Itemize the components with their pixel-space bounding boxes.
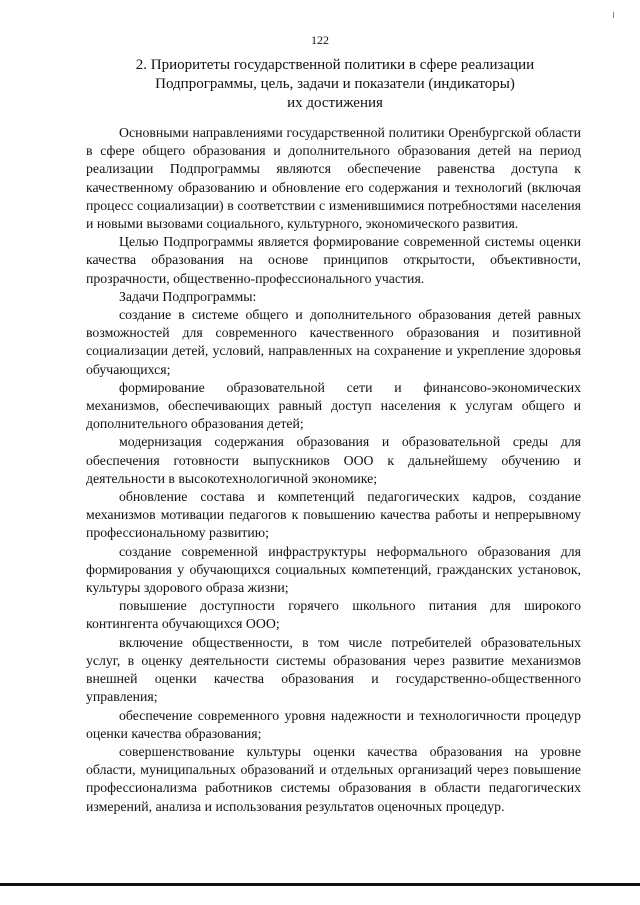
paragraph-directions: Основными направлениями государственной политики Оренбургской области в сфере общего образования и дополнительного образования детей на период реализации Подпрограммы являются обеспечение равенства доступа к качественному образованию и обновление его содержания и технологий (включая процесс социализации) в соответствии с изменившимися потребностями населения и новыми вызовами социального, культурного, экономического развития. (86, 125, 581, 232)
task-item: создание современной инфраструктуры неформального образования для формирования у обучающихся социальных компетенций, гражданских установок, культуры здорового образа жизни; (86, 543, 581, 596)
section-body (86, 124, 581, 816)
scan-mark (613, 12, 614, 18)
task-item: обновление состава и компетенций педагогических кадров, создание механизмов мотивации педагогов к повышению качества работы и непрерывному профессиональному развитию; (86, 489, 581, 541)
section-heading (100, 56, 570, 113)
bottom-rule (0, 883, 640, 886)
heading-line-2: Подпрограммы, цель, задачи и показатели (индикаторы) (155, 76, 515, 92)
heading-line-3: их достижения (287, 95, 383, 111)
task-item: обеспечение современного уровня надежности и технологичности процедур оценки качества образования; (86, 707, 581, 741)
task-item: включение общественности, в том числе потребителей образовательных услуг, в оценку деятельности системы образования через развитие механизмов внешней оценки качества образования и государственно-общественного управления; (86, 634, 581, 705)
paragraph-tasks-title: Задачи Подпрограммы: (119, 288, 257, 304)
paragraph-goal: Целью Подпрограммы является формирование современной системы оценки качества образования на основе принципов открытости, объективности, прозрачности, общественно-профессионального участия. (86, 234, 581, 286)
heading-line-1: 2. Приоритеты государственной политики в сфере реализации (135, 57, 535, 73)
page-number: 122 (311, 33, 329, 47)
task-item: повышение доступности горячего школьного питания для широкого контингента обучающихся ООО; (86, 598, 581, 632)
task-item: формирование образовательной сети и финансово-экономических механизмов, обеспечивающих равный доступ населения к услугам общего и дополнительного образования детей; (86, 379, 581, 432)
task-item: совершенствование культуры оценки качества образования на уровне области, муниципальных образований и отдельных организаций через повышение профессионализма работников системы образования в области педагогических измерений, анализа и использования результатов оценочных процедур. (86, 743, 581, 814)
task-item: модернизация содержания образования и образовательной среды для обеспечения готовности выпускников ООО к дальнейшему обучению и деятельности в высокотехнологичной экономике; (86, 434, 581, 486)
task-item: создание в системе общего и дополнительного образования детей равных возможностей для современного качественного образования и позитивной социализации детей, условий, направленных на сохранение и укрепление здоровья обучающихся; (86, 307, 581, 377)
